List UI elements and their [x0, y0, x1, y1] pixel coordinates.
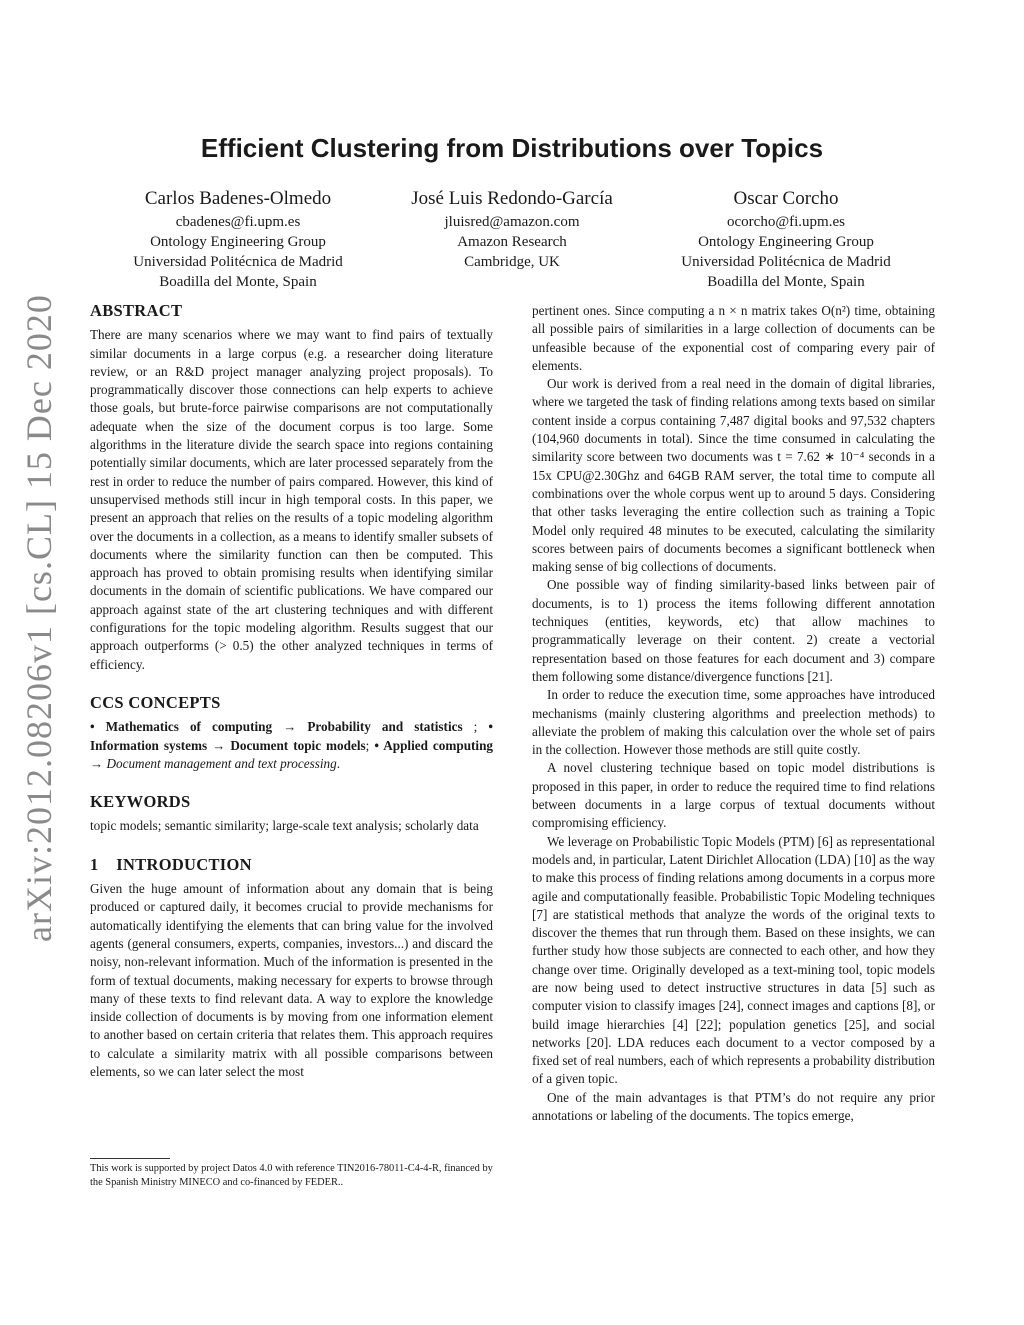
- left-column: [90, 302, 493, 1081]
- author-name: Carlos Badenes-Olmedo: [144, 188, 332, 209]
- author-block-2: [362, 188, 662, 272]
- author-affiliation: Boadilla del Monte, Spain: [159, 274, 317, 290]
- right-column: [532, 302, 935, 1125]
- footnote-divider: [90, 1158, 170, 1159]
- author-name: José Luis Redondo-García: [411, 188, 613, 209]
- author-block-3: [636, 188, 936, 292]
- keywords-text: topic models; semantic similarity; large-scale text analysis; scholarly data: [90, 818, 479, 834]
- ccs-term: Document topic models: [230, 737, 366, 753]
- author-affiliation: Boadilla del Monte, Spain: [707, 274, 865, 290]
- author-email: cbadenes@fi.upm.es: [175, 214, 301, 230]
- ccs-heading: CCS CONCEPTS: [90, 692, 221, 712]
- body-paragraph: One of the main advantages is that PTM’s do not require any prior annotations or labeling of the documents. The topics emerge,: [532, 1089, 935, 1124]
- ccs-term: Probability and statistics: [307, 719, 463, 735]
- author-affiliation: Cambridge, UK: [464, 254, 560, 270]
- author-name: Oscar Corcho: [733, 188, 839, 209]
- introduction-paragraph: Given the huge amount of information about any domain that is being produced or captured daily, it becomes crucial to provide mechanisms for automatically identifying the elements that can bring value for the involved agents (general consumers, experts, companies, investors...) and discard the noisy, non-relevant information. Much of the information is presented in the form of textual documents, making necessary for experts to browse through many of these texts to find relevant data. A way to explore the knowledge inside collection of documents is by moving from one information element to another based on certain criteria that relates them. This approach requires to calculate a similarity matrix with all possible comparisons between elements, so we can later select the most: [90, 881, 493, 1079]
- author-affiliation: Ontology Engineering Group: [150, 234, 326, 250]
- ccs-term: • Information systems: [90, 719, 493, 753]
- ccs-term: • Mathematics of computing: [90, 719, 273, 735]
- author-affiliation: Universidad Politécnica de Madrid: [133, 254, 343, 270]
- body-paragraph: A novel clustering technique based on topic model distributions is proposed in this paper, in order to reduce the required time to find relations between documents in a large corpus of textual documents without compromising efficiency.: [532, 760, 935, 831]
- body-paragraph: In order to reduce the execution time, some approaches have introduced mechanisms (mainly clustering algorithms and preelection methods) to alleviate the problem of making this calculation over the whole set of pairs in the collection. However those methods are still quite costly.: [532, 687, 935, 758]
- author-email: ocorcho@fi.upm.es: [727, 214, 845, 230]
- paper-title: Efficient Clustering from Distributions over Topics: [200, 133, 824, 163]
- keywords-heading: KEYWORDS: [90, 792, 191, 812]
- footnote: This work is supported by project Datos 4.0 with reference TIN2016-78011-C4-4-R, financed by the Spanish Ministry MINECO and co-financed by FEDER..: [90, 1163, 493, 1188]
- author-affiliation: Ontology Engineering Group: [698, 234, 874, 250]
- ccs-term: Document management and text processing: [106, 755, 337, 771]
- body-paragraph: pertinent ones. Since computing a n × n matrix takes O(n²) time, obtaining all possible pairs of similarities in a large collection of documents can be unfeasible because of the exponential cost of comparing every pair of elements.: [532, 303, 935, 373]
- introduction-heading: 1 INTRODUCTION: [90, 854, 252, 874]
- body-paragraph: Our work is derived from a real need in the domain of digital libraries, where we targeted the task of finding relations among texts based on similar content inside a corpus containing 7,487 digital books and 97,532 chapters (104,960 documents in total). Since the time consumed in calculating the similarity score between two documents was t = 7.62 ∗ 10⁻⁴ seconds in a 15x CPU@2.30Ghz and 64GB RAM server, the total time to compute all combinations over the whole corpus went up to around 5 days. Considering that other tasks leveraging the entire collection such as training a Topic Model only required 48 minutes to be executed, calculating the similarity scores between pairs of documents becomes a significant bottleneck when making sense of big collections of documents.: [532, 376, 935, 575]
- abstract-text: There are many scenarios where we may want to find pairs of textually similar documents in a large corpus (e.g. a researcher doing literature review, or an R&D project manager analyzing project proposals). To programmatically discover those connections can help experts to achieve those goals, but brute-force pairwise comparisons are not computationally adequate when the size of the document corpus is too large. Some algorithms in the literature divide the search space into regions containing potentially similar documents, which are later processed separately from the rest in order to reduce the number of pairs compared. However, this kind of unsupervised methods still incur in high temporal costs. In this paper, we present an approach that relies on the results of a topic modeling algorithm over the documents in a collection, as a means to identify smaller subsets of documents where the similarity function can then be computed. This approach has proved to obtain promising results when identifying similar documents in the domain of scientific publications. We have compared our approach against state of the art clustering techniques and with different configurations for the topic modeling algorithm. Results suggest that our approach outperforms (> 0.5) the other analyzed techniques in terms of efficiency.: [90, 327, 493, 672]
- ccs-term: • Applied computing: [374, 737, 494, 753]
- body-paragraph: We leverage on Probabilistic Topic Models (PTM) [6] as representational models and, in particular, Latent Dirichlet Allocation (LDA) [10] as the way to make this process of finding relations among documents in a corpus more agile and computationally feasible. Probabilistic Topic Modeling techniques [7] are statistical methods that analyze the words of the original texts to discover the themes that run through them. Based on these insights, we can further study how those subjects are connected to each other, and how they change over time. Originally developed as a text-mining tool, topic models are now being used to detect instructive structures in data [5] such as computer vision to classify images [24], connect images and captions [8], or build image hierarchies [4] [22]; population genetics [25], and social networks [20]. LDA reduces each document to a vector composed by a fixed set of real numbers, each of which represents a probability distribution of a given topic.: [532, 833, 935, 1087]
- author-affiliation: Amazon Research: [457, 234, 567, 250]
- author-email: jluisred@amazon.com: [444, 214, 580, 230]
- arxiv-identifier: arXiv:2012.08206v1 [cs.CL] 15 Dec 2020: [19, 294, 59, 942]
- author-block-1: [88, 188, 388, 292]
- abstract-heading: ABSTRACT: [90, 301, 183, 320]
- body-paragraph: One possible way of finding similarity-based links between pair of documents, is to 1) process the items following different annotation techniques (entities, keywords, etc) that allow machines to programmatically leverage on their content. 2) create a vectorial representation based on those features for each document and 3) compare them following some distance/divergence functions [21].: [532, 577, 935, 684]
- author-affiliation: Universidad Politécnica de Madrid: [681, 254, 891, 270]
- ccs-concepts: • Mathematics of computing → Probability and statistics ; • Information systems → Document topic models; • Applied computing → Document management and text processing.: [90, 719, 494, 771]
